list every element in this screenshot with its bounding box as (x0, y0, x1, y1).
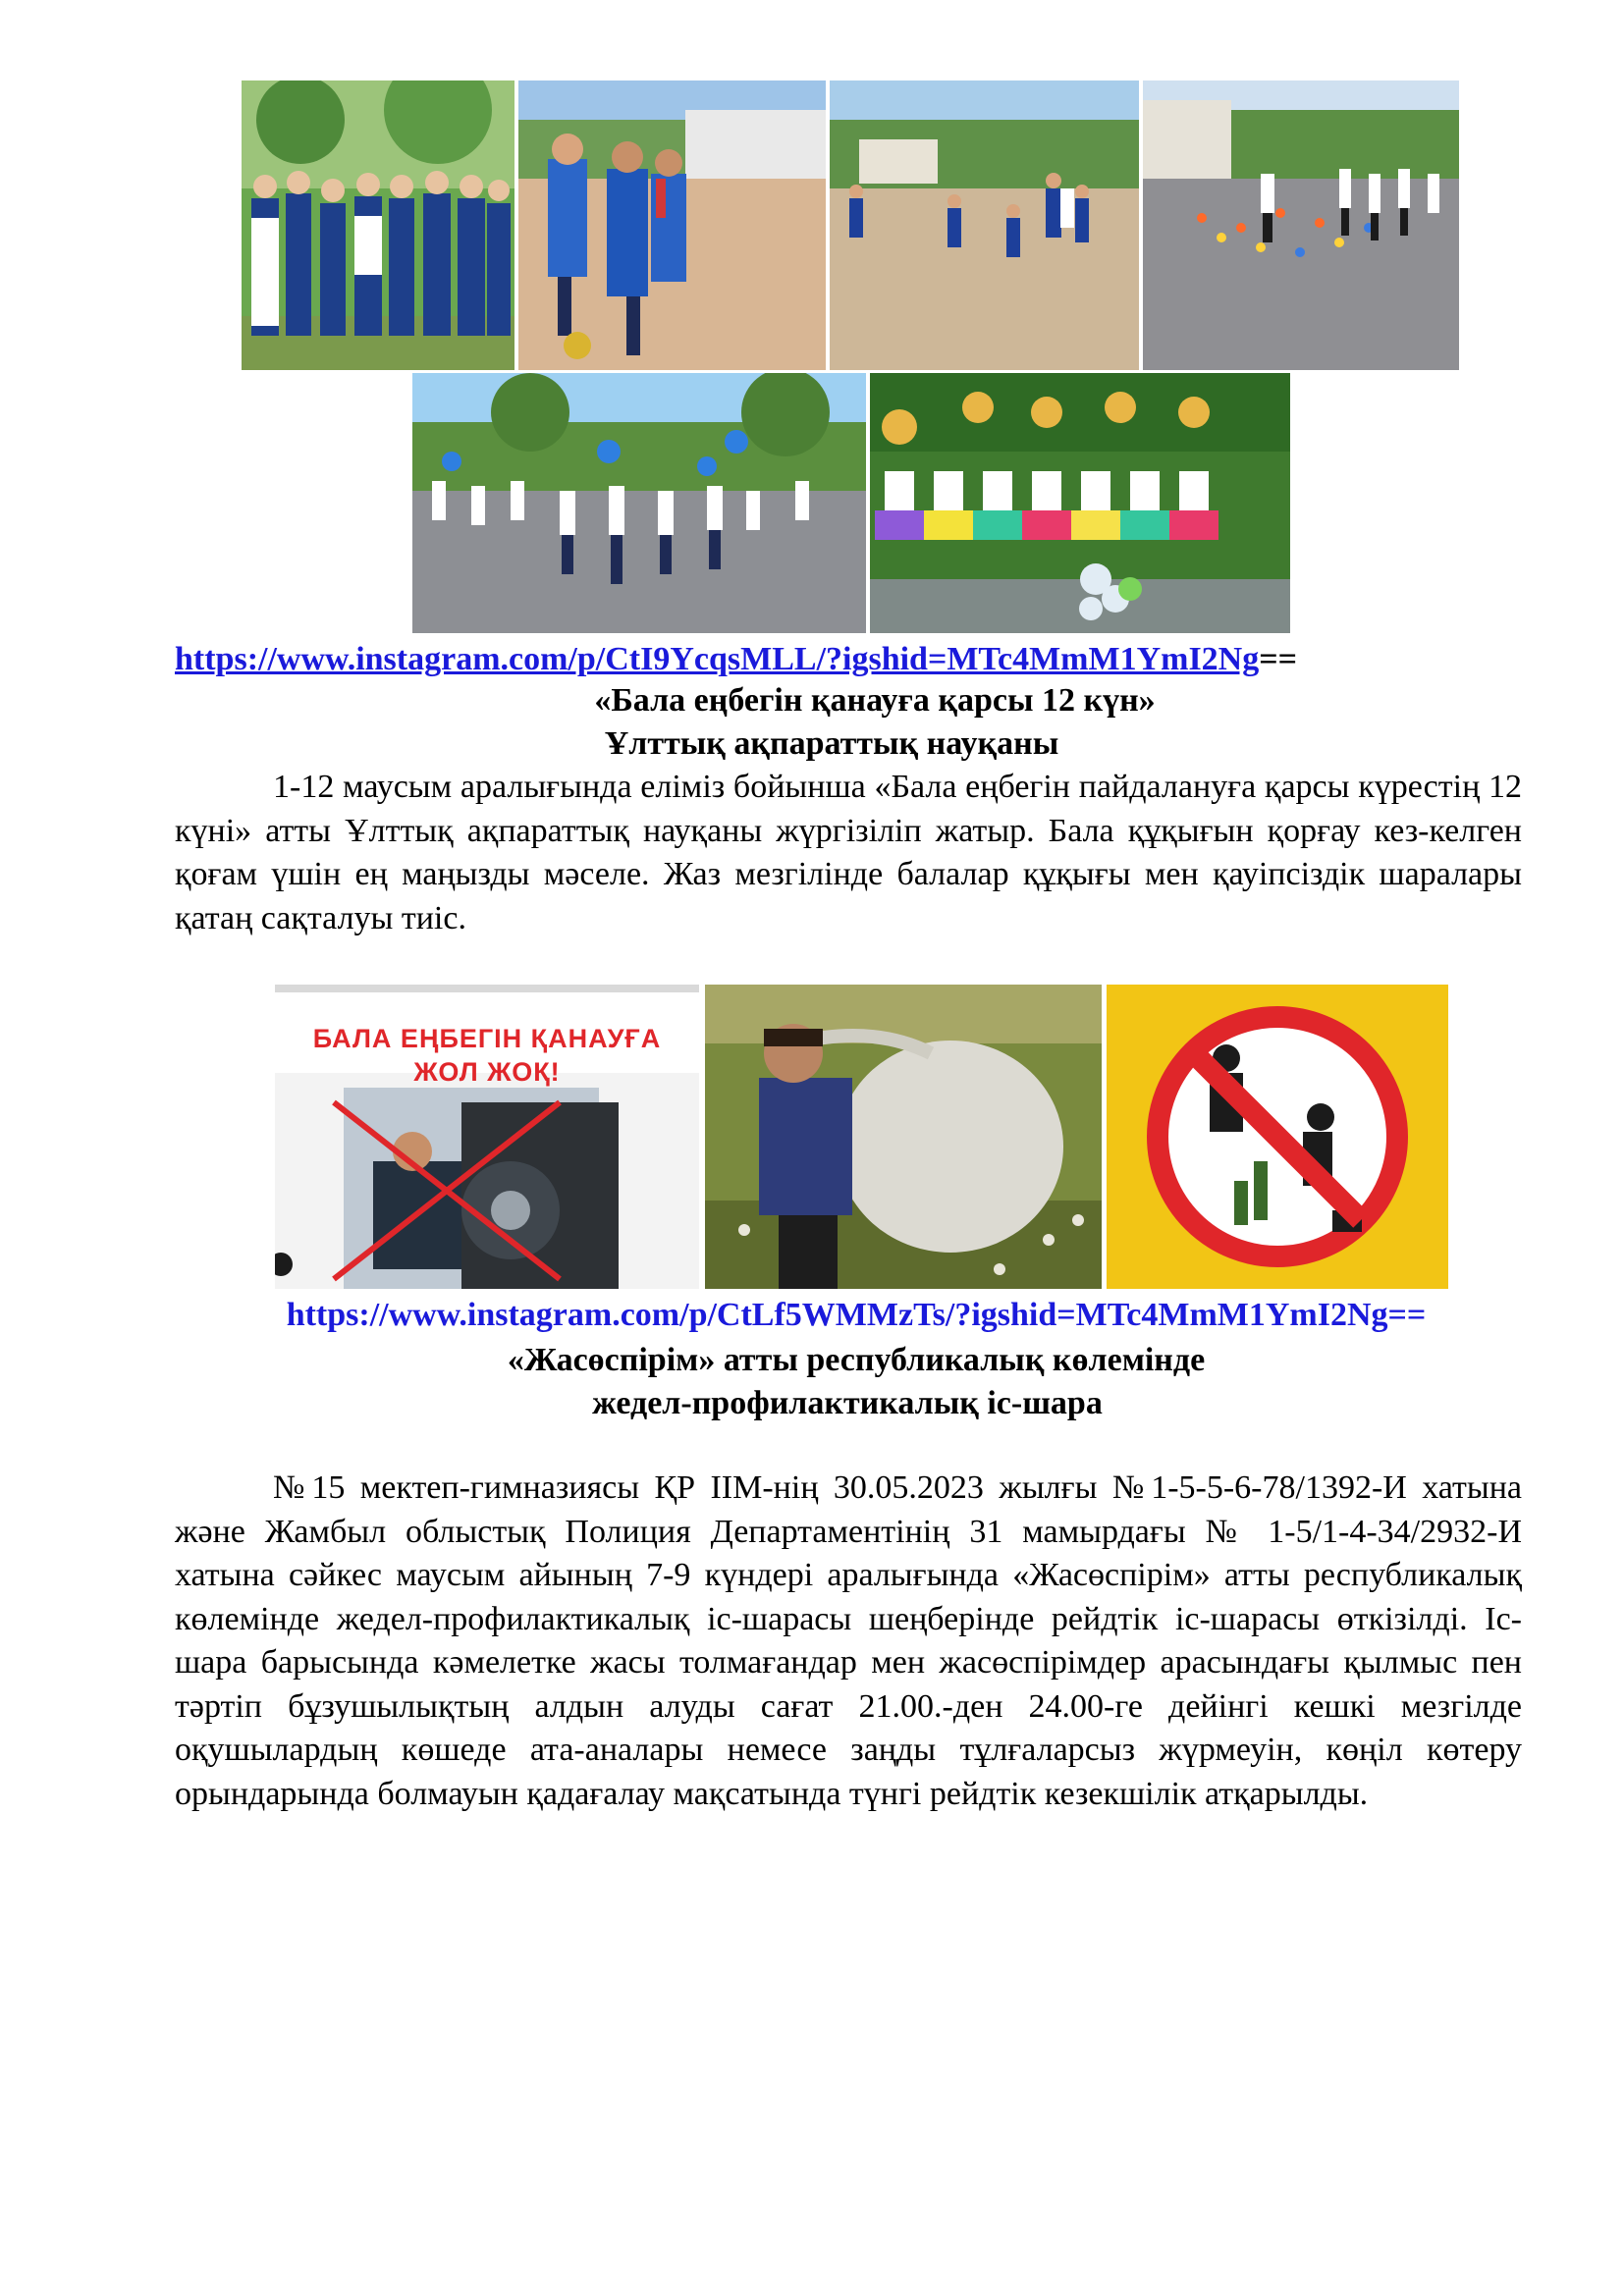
instagram-link-1-line (175, 638, 1549, 681)
poster-text-line1: БАЛА ЕҢБЕГІН ҚАНАУҒА (312, 1024, 662, 1053)
boys-playing-football-photo (518, 80, 826, 370)
no-child-labor-sign-image (1107, 985, 1448, 1289)
child-labor-poster-image (275, 985, 699, 1289)
instagram-link-2-line (44, 1294, 1624, 1337)
instagram-link-2[interactable]: https://www.instagram.com/p/CtLf5WMMzTs/?igshid=MTc4MmM1YmI2Ng== (286, 1297, 1427, 1333)
girls-holding-toys-photo (870, 373, 1290, 633)
block2-paragraph (175, 1467, 1522, 1816)
instagram-link-1-suffix: == (1259, 641, 1297, 677)
cones-drill-photo (1143, 80, 1459, 370)
parade-with-balloons-photo (412, 373, 866, 633)
block1-subtitle: Ұлттық ақпараттық науқаны (604, 725, 1059, 762)
block1-paragraph-text: 1-12 маусым аралығында еліміз бойынша «Бала еңбегін пайдалануға қарсы күрестің 12 күні» атты Ұлттық ақпараттық науқаны жүргізіліп жатыр. Бала құқығын қорғау кез-келген қоғам үшін ең маңызды мәселе. Жаз мезгілінде балалар құқығы мен қауіпсіздік шаралары қатаң сақталуы тиіс. (175, 769, 1522, 936)
block2-title-line2: жедел-профилактикалық іс-шара (592, 1385, 1103, 1421)
block1-title: «Бала еңбегін қанауға қарсы 12 күн» (594, 682, 1156, 719)
block2-title-line1: «Жасөспірім» атты республикалық көлемінде (507, 1342, 1206, 1378)
block1-paragraph (175, 766, 1522, 940)
group-photo-kids-uniforms (242, 80, 514, 370)
poster-text-line2: ЖОЛ ЖОҚ! (413, 1057, 561, 1087)
schoolyard-football-photo (830, 80, 1139, 370)
child-carrying-cotton-sack-photo (705, 985, 1102, 1289)
block2-paragraph-text: №15 мектеп-гимназиясы ҚР ІІМ-нің 30.05.2023 жылғы №1-5-5-6-78/1392-И хатына және Жамбыл облыстық Полиция Департаментінің 31 мамырдағы № 1-5/1-4-34/2932-И хатына сәйкес маусым айының 7-9 күндері аралығында «Жасөспірім» атты республикалық көлемінде жедел-профилактикалық іс-шарасы шеңберінде рейдтік іс-шарасы өткізілді. Іс-шара барысында кәмелетке жасы толмағандар мен жасөспірімдер арасындағы қылмыс пен тәртіп бұзушылықтың алдын алуды сағат 21.00.-ден 24.00-ге дейінгі кешкі мезгілде оқушылардың көшеде ата-аналары немесе заңды тұлғаларсыз жүрмеуін, көңіл көтеру орындарында болмауын қадағалау мақсатында түнгі рейдтік кезекшілік атқарылды. (175, 1469, 1522, 1812)
instagram-link-1[interactable]: https://www.instagram.com/p/CtI9YcqsMLL/?igshid=MTc4MmM1YmI2Ng (175, 641, 1260, 677)
